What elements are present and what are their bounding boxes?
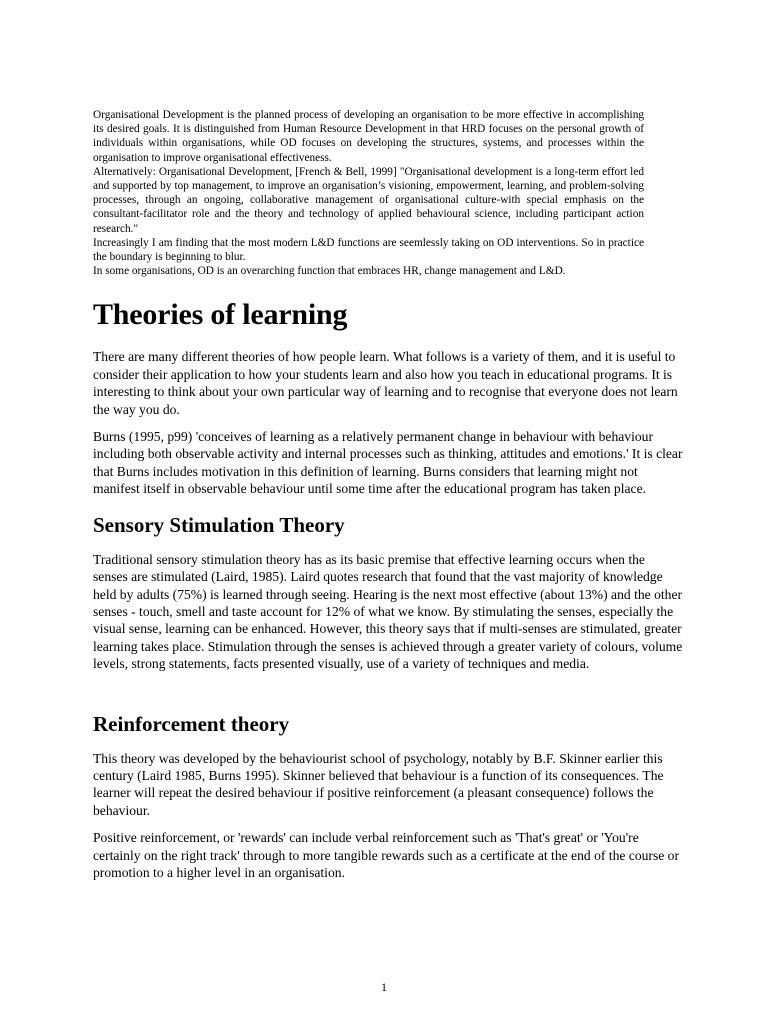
heading-reinforcement-theory: Reinforcement theory [93,711,290,736]
page-number: 1 [381,980,387,994]
theories-paragraph-intro: There are many different theories of how people learn. What follows is a variety of them, and it is useful to consider their application to how your students learn and also how you teach in educational programs. It is interesting to think about your own particular way of learning and to recognise that everyone does not learn the way you do. [93,349,678,417]
intro-paragraph-blur: Increasingly I am finding that the most modern L&D functions are seemlessly taking on OD interventions. So in practice the boundary is beginning to blur. [93,236,644,264]
intro-section [93,108,644,278]
intro-paragraph-definition: Organisational Development is the planned process of developing an organisation to be more effective in accomplishing its desired goals. It is distinguished from Human Resource Development in that HRD focuses on the personal growth of individuals within organisations, while OD focuses on developing the structures, systems, and processes within the organisation to improve organisational effectiveness. [93,109,644,164]
sensory-paragraph: Traditional sensory stimulation theory has as its basic premise that effective learning occurs when the senses are stimulated (Laird, 1985). Laird quotes research that found that the vast majority of knowledge held by adults (75%) is learned through seeing. Hearing is the next most effective (about 13%) and the other senses - touch, smell and taste account for 12% of what we know. By stimulating the senses, especially the visual sense, learning can be enhanced. However, this theory says that if multi-senses are stimulated, greater learning takes place. Stimulation through the senses is achieved through a greater variety of colours, volume levels, strong statements, facts presented visually, use of a variety of techniques and media. [93,551,683,672]
intro-paragraph-alternative: Alternatively: Organisational Development, [French & Bell, 1999] "Organisational development is a long-term effort led and supported by top management, to improve an organisation’s visioning, empowerment, learning, and problem-solving processes, through an ongoing, collaborative management of organisational culture-with special emphasis on the consultant-facilitator role and the theory and technology of applied behavioural science, including participant action research." [93,165,644,235]
reinforcement-paragraph-positive: Positive reinforcement, or 'rewards' can include verbal reinforcement such as 'That's great' or 'You're certainly on the right track' through to more tangible rewards such as a certificate at the end of the course or promotion to a higher level in an organisation. [93,830,679,880]
heading-theories-of-learning: Theories of learning [93,298,348,332]
reinforcement-paragraph-skinner: This theory was developed by the behaviourist school of psychology, notably by B.F. Skinner earlier this century (Laird 1985, Burns 1995). Skinner believed that behaviour is a function of its consequences. The learner will repeat the desired behaviour if positive reinforcement (a pleasant consequence) follows the behaviour. [93,750,664,818]
intro-paragraph-overarching: In some organisations, OD is an overarching function that embraces HR, change management and L&D. [93,265,566,278]
theories-paragraph-burns: Burns (1995, p99) 'conceives of learning as a relatively permanent change in behaviour with behaviour including both observable activity and internal processes such as thinking, attitudes and emotions.' It is clear that Burns includes motivation in this definition of learning. Burns considers that learning might not manifest itself in observable behaviour until some time after the educational program has taken place. [93,429,683,497]
document-page [93,108,683,891]
heading-sensory-stimulation: Sensory Stimulation Theory [93,512,345,537]
